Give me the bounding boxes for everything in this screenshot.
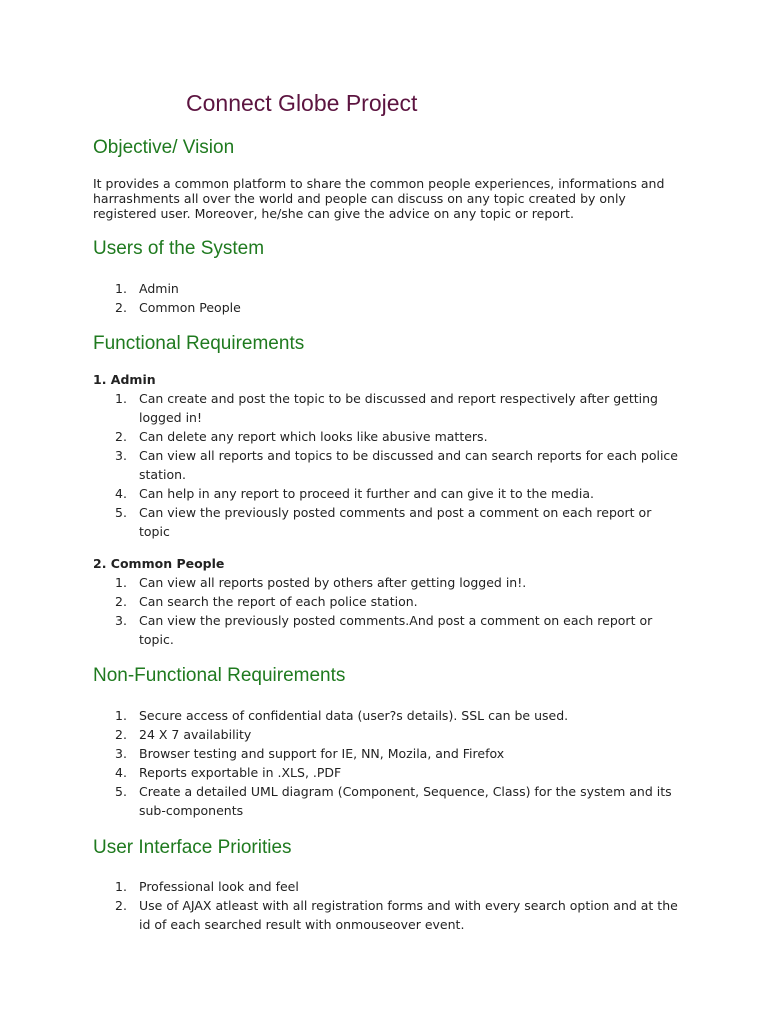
list-item: 3. Can view the previously posted comments.And post a comment on each report or topic.	[115, 613, 653, 647]
list-item: 2. Can search the report of each police station.	[115, 594, 418, 609]
common-people-subheading: 2. Common People	[93, 556, 225, 571]
admin-requirements-list	[93, 389, 683, 541]
ui-priorities-heading: User Interface Priorities	[93, 837, 292, 858]
users-heading: Users of the System	[93, 238, 265, 259]
list-item: 2. Common People	[115, 300, 241, 315]
list-item: 1. Can create and post the topic to be discussed and report respectively after getting logged in!	[115, 391, 658, 425]
list-item: 5. Can view the previously posted comments and post a comment on each report or topic	[115, 505, 652, 539]
list-item: 4. Can help in any report to proceed it further and can give it to the media.	[115, 486, 594, 501]
list-item: 1. Can view all reports posted by others after getting logged in!.	[115, 575, 527, 590]
list-item: 5. Create a detailed UML diagram (Component, Sequence, Class) for the system and its sub-components	[115, 784, 672, 818]
objective-heading: Objective/ Vision	[93, 137, 235, 158]
list-item: 1. Admin	[115, 281, 179, 296]
objective-text: It provides a common platform to share the common people experiences, informations and harrashments all over the world and people can discuss on any topic created by only registered user. Moreover, he/she can give the advice on any topic or report.	[93, 176, 665, 221]
list-item: 1. Professional look and feel	[115, 879, 299, 894]
ui-priorities-list	[93, 877, 683, 934]
list-item: 3. Can view all reports and topics to be discussed and can search reports for each police station.	[115, 448, 678, 482]
functional-heading: Functional Requirements	[93, 333, 305, 354]
common-people-requirements-list	[93, 573, 683, 649]
list-item: 2. Use of AJAX atleast with all registration forms and with every search option and at the id of each searched result with onmouseover event.	[115, 898, 678, 932]
nonfunctional-heading: Non-Functional Requirements	[93, 665, 346, 686]
page-title: Connect Globe Project	[186, 90, 418, 116]
nonfunctional-list	[93, 706, 683, 820]
admin-subheading: 1. Admin	[93, 372, 156, 387]
list-item: 3. Browser testing and support for IE, NN, Mozila, and Firefox	[115, 746, 505, 761]
users-list	[93, 279, 683, 317]
list-item: 2. 24 X 7 availability	[115, 727, 252, 742]
list-item: 4. Reports exportable in .XLS, .PDF	[115, 765, 342, 780]
list-item: 2. Can delete any report which looks like abusive matters.	[115, 429, 488, 444]
list-item: 1. Secure access of confidential data (user?s details). SSL can be used.	[115, 708, 569, 723]
